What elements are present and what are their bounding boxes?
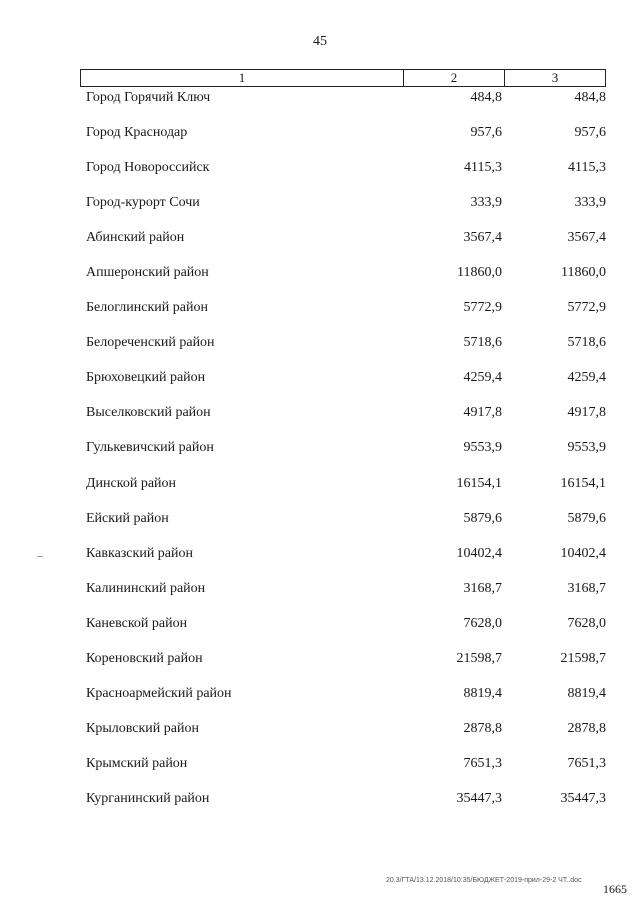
row-value-col-3: 484,8 (574, 90, 606, 105)
row-name: Город-курорт Сочи (86, 195, 200, 211)
margin-mark (37, 556, 43, 557)
table-header (80, 69, 606, 87)
table-row (0, 262, 640, 297)
row-value-col-2: 5879,6 (463, 510, 502, 526)
row-value-col-2: 484,8 (470, 90, 502, 105)
row-name: Брюховецкий район (86, 370, 206, 386)
row-name: Калининский район (86, 580, 206, 596)
row-value-col-3: 7651,3 (567, 755, 606, 771)
row-name: Крымский район (86, 755, 188, 771)
row-name: Кавказский район (86, 545, 194, 561)
table-row (0, 297, 640, 332)
table-row (0, 753, 640, 788)
row-value-col-3: 3168,7 (567, 580, 606, 596)
row-name: Кореновский район (86, 650, 203, 666)
row-value-col-3: 7628,0 (567, 615, 606, 631)
row-name: Динской район (86, 475, 177, 491)
table-row (0, 367, 640, 402)
row-name: Крыловский район (86, 720, 199, 736)
row-name: Каневской район (86, 615, 188, 631)
row-value-col-2: 5772,9 (463, 300, 502, 316)
table-row (0, 332, 640, 367)
table-row (0, 543, 640, 578)
row-value-col-2: 7651,3 (463, 755, 502, 771)
row-value-col-3: 5718,6 (567, 335, 606, 351)
row-value-col-2: 21598,7 (456, 650, 502, 666)
header-col-1: 1 (81, 70, 404, 86)
row-value-col-2: 11860,0 (457, 265, 502, 281)
row-value-col-2: 5718,6 (463, 335, 502, 351)
table-row (0, 613, 640, 648)
row-name: Город Новороссийск (86, 160, 210, 176)
row-value-col-2: 333,9 (470, 195, 502, 211)
page-number: 45 (313, 34, 327, 49)
row-value-col-2: 7628,0 (463, 615, 502, 631)
table-body (0, 87, 640, 823)
row-value-col-3: 5879,6 (567, 510, 606, 526)
row-value-col-2: 16154,1 (456, 475, 502, 491)
row-value-col-3: 5772,9 (567, 300, 606, 316)
row-value-col-2: 10402,4 (456, 545, 502, 561)
row-value-col-2: 8819,4 (463, 685, 502, 701)
row-name: Гулькевичский район (86, 440, 214, 456)
table-row (0, 402, 640, 437)
row-value-col-2: 4259,4 (463, 370, 502, 386)
table-row (0, 683, 640, 718)
row-name: Апшеронский район (86, 265, 209, 281)
row-name: Город Горячий Ключ (86, 90, 211, 105)
row-name: Город Краснодар (86, 125, 188, 141)
row-name: Курганинский район (86, 790, 210, 806)
header-col-2: 2 (404, 70, 505, 86)
footer-sheet-number: 1665 (603, 882, 627, 896)
row-value-col-2: 4917,8 (463, 405, 502, 421)
table-row (0, 788, 640, 823)
row-value-col-3: 21598,7 (560, 650, 606, 666)
row-value-col-3: 8819,4 (567, 685, 606, 701)
table-row (0, 508, 640, 543)
row-value-col-2: 2878,8 (463, 720, 502, 736)
row-value-col-2: 9553,9 (463, 440, 502, 456)
row-value-col-2: 3567,4 (463, 230, 502, 246)
table-row (0, 578, 640, 613)
table-row (0, 437, 640, 472)
row-name: Белоглинский район (86, 300, 208, 316)
row-value-col-3: 4259,4 (567, 370, 606, 386)
row-name: Белореченский район (86, 335, 215, 351)
row-value-col-3: 957,6 (574, 125, 606, 141)
row-value-col-2: 35447,3 (456, 790, 502, 806)
table-row (0, 192, 640, 227)
row-value-col-3: 10402,4 (560, 545, 606, 561)
row-value-col-3: 9553,9 (567, 440, 606, 456)
table-row (0, 473, 640, 508)
row-name: Выселковский район (86, 405, 211, 421)
row-value-col-2: 3168,7 (463, 580, 502, 596)
table-row (0, 157, 640, 192)
row-name: Абинский район (86, 230, 185, 246)
table-row (0, 648, 640, 683)
table-row (0, 227, 640, 262)
header-col-3: 3 (551, 70, 559, 85)
table-row (0, 87, 640, 122)
row-name: Красноармейский район (86, 685, 232, 701)
row-value-col-2: 4115,3 (464, 160, 502, 176)
row-value-col-3: 16154,1 (560, 475, 606, 491)
row-value-col-3: 4917,8 (567, 405, 606, 421)
row-value-col-2: 957,6 (470, 125, 502, 141)
row-value-col-3: 3567,4 (567, 230, 606, 246)
row-value-col-3: 35447,3 (560, 790, 606, 806)
table-row (0, 718, 640, 753)
footer-file-reference: 20.3/ГТА/13.12.2018/10:35/БЮДЖЕТ-2019-прил-29-2 ЧТ..doc (386, 877, 582, 884)
row-value-col-3: 4115,3 (568, 160, 606, 176)
row-value-col-3: 333,9 (574, 195, 606, 211)
row-name: Ейский район (86, 510, 169, 526)
row-value-col-3: 11860,0 (561, 265, 606, 281)
table-row (0, 122, 640, 157)
row-value-col-3: 2878,8 (567, 720, 606, 736)
